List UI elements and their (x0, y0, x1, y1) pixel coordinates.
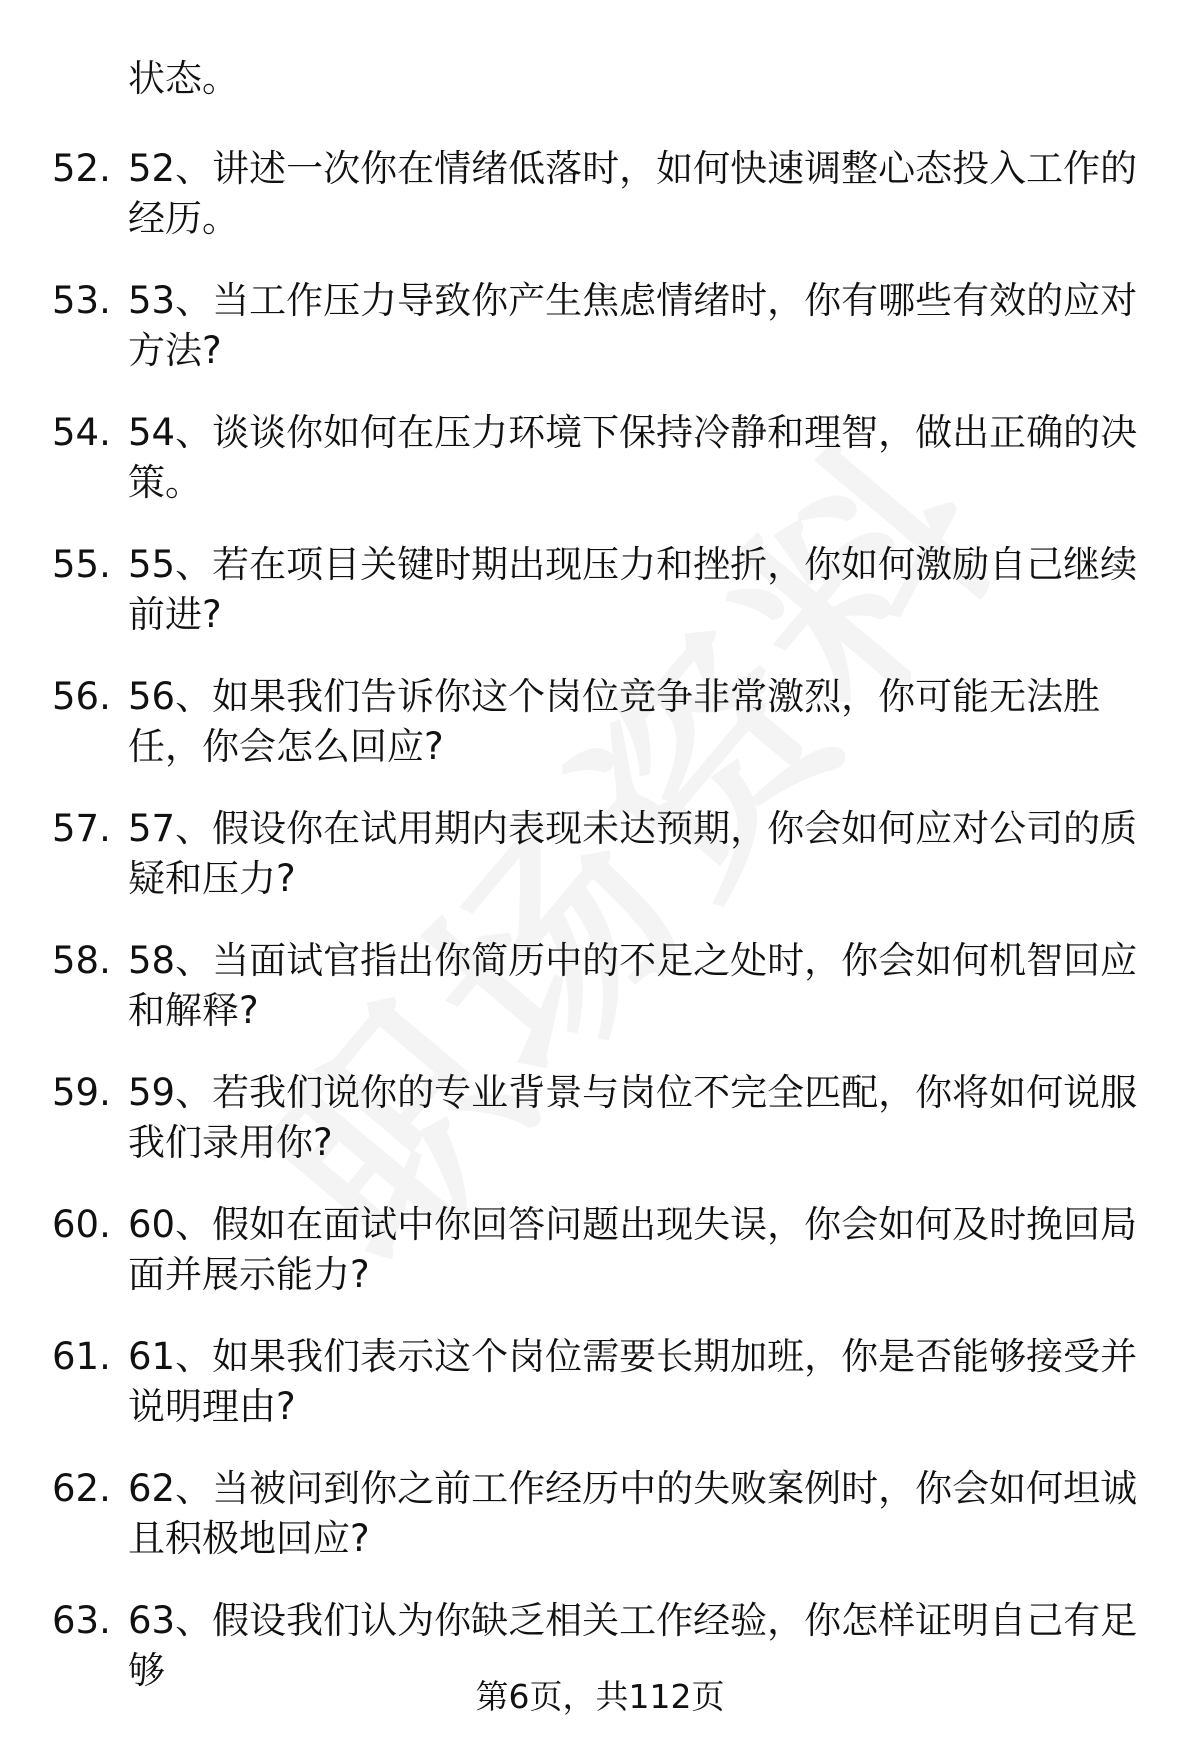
list-item (0, 144, 1200, 276)
list-number: 58. (52, 939, 111, 982)
list-item (0, 936, 1200, 1068)
continuation-text: 状态。 (128, 57, 239, 100)
list-number: 63. (52, 1599, 111, 1642)
question-text: 57、假设你在试用期内表现未达预期，你会如何应对公司的质疑和压力? (128, 807, 1138, 900)
list-item (0, 1332, 1200, 1464)
page-number-footer: 第6页，共112页 (475, 1677, 725, 1716)
list-item (0, 1068, 1200, 1200)
list-item (0, 540, 1200, 672)
list-number: 56. (52, 675, 111, 718)
question-text: 55、若在项目关键时期出现压力和挫折，你如何激励自己继续前进? (128, 543, 1138, 636)
question-text: 63、假设我们认为你缺乏相关工作经验，你怎样证明自己有足够 (128, 1599, 1138, 1692)
question-text: 61、如果我们表示这个岗位需要长期加班，你是否能够接受并说明理由? (128, 1335, 1138, 1428)
list-item (0, 276, 1200, 408)
question-text: 53、当工作压力导致你产生焦虑情绪时，你有哪些有效的应对方法? (128, 279, 1138, 372)
list-number: 52. (52, 147, 111, 190)
list-item (0, 1200, 1200, 1332)
question-text: 60、假如在面试中你回答问题出现失误，你会如何及时挽回局面并展示能力? (128, 1203, 1138, 1296)
question-text: 54、谈谈你如何在压力环境下保持冷静和理智，做出正确的决策。 (128, 411, 1138, 504)
list-number: 55. (52, 543, 111, 586)
list-number: 61. (52, 1335, 111, 1378)
list-item (0, 1464, 1200, 1596)
question-text: 52、讲述一次你在情绪低落时，如何快速调整心态投入工作的经历。 (128, 147, 1138, 240)
list-number: 60. (52, 1203, 111, 1246)
list-number: 59. (52, 1071, 111, 1114)
list-number: 62. (52, 1467, 111, 1510)
list-item (0, 672, 1200, 804)
question-text: 58、当面试官指出你简历中的不足之处时，你会如何机智回应和解释? (128, 939, 1138, 1032)
question-text: 56、如果我们告诉你这个岗位竞争非常激烈，你可能无法胜任，你会怎么回应? (128, 675, 1101, 768)
list-item (0, 408, 1200, 540)
question-text: 59、若我们说你的专业背景与岗位不完全匹配，你将如何说服我们录用你? (128, 1071, 1138, 1164)
question-list (0, 144, 1200, 1728)
question-text: 62、当被问到你之前工作经历中的失败案例时，你会如何坦诚且积极地回应? (128, 1467, 1138, 1560)
list-item (0, 804, 1200, 936)
list-number: 57. (52, 807, 111, 850)
list-number: 53. (52, 279, 111, 322)
list-number: 54. (52, 411, 111, 454)
